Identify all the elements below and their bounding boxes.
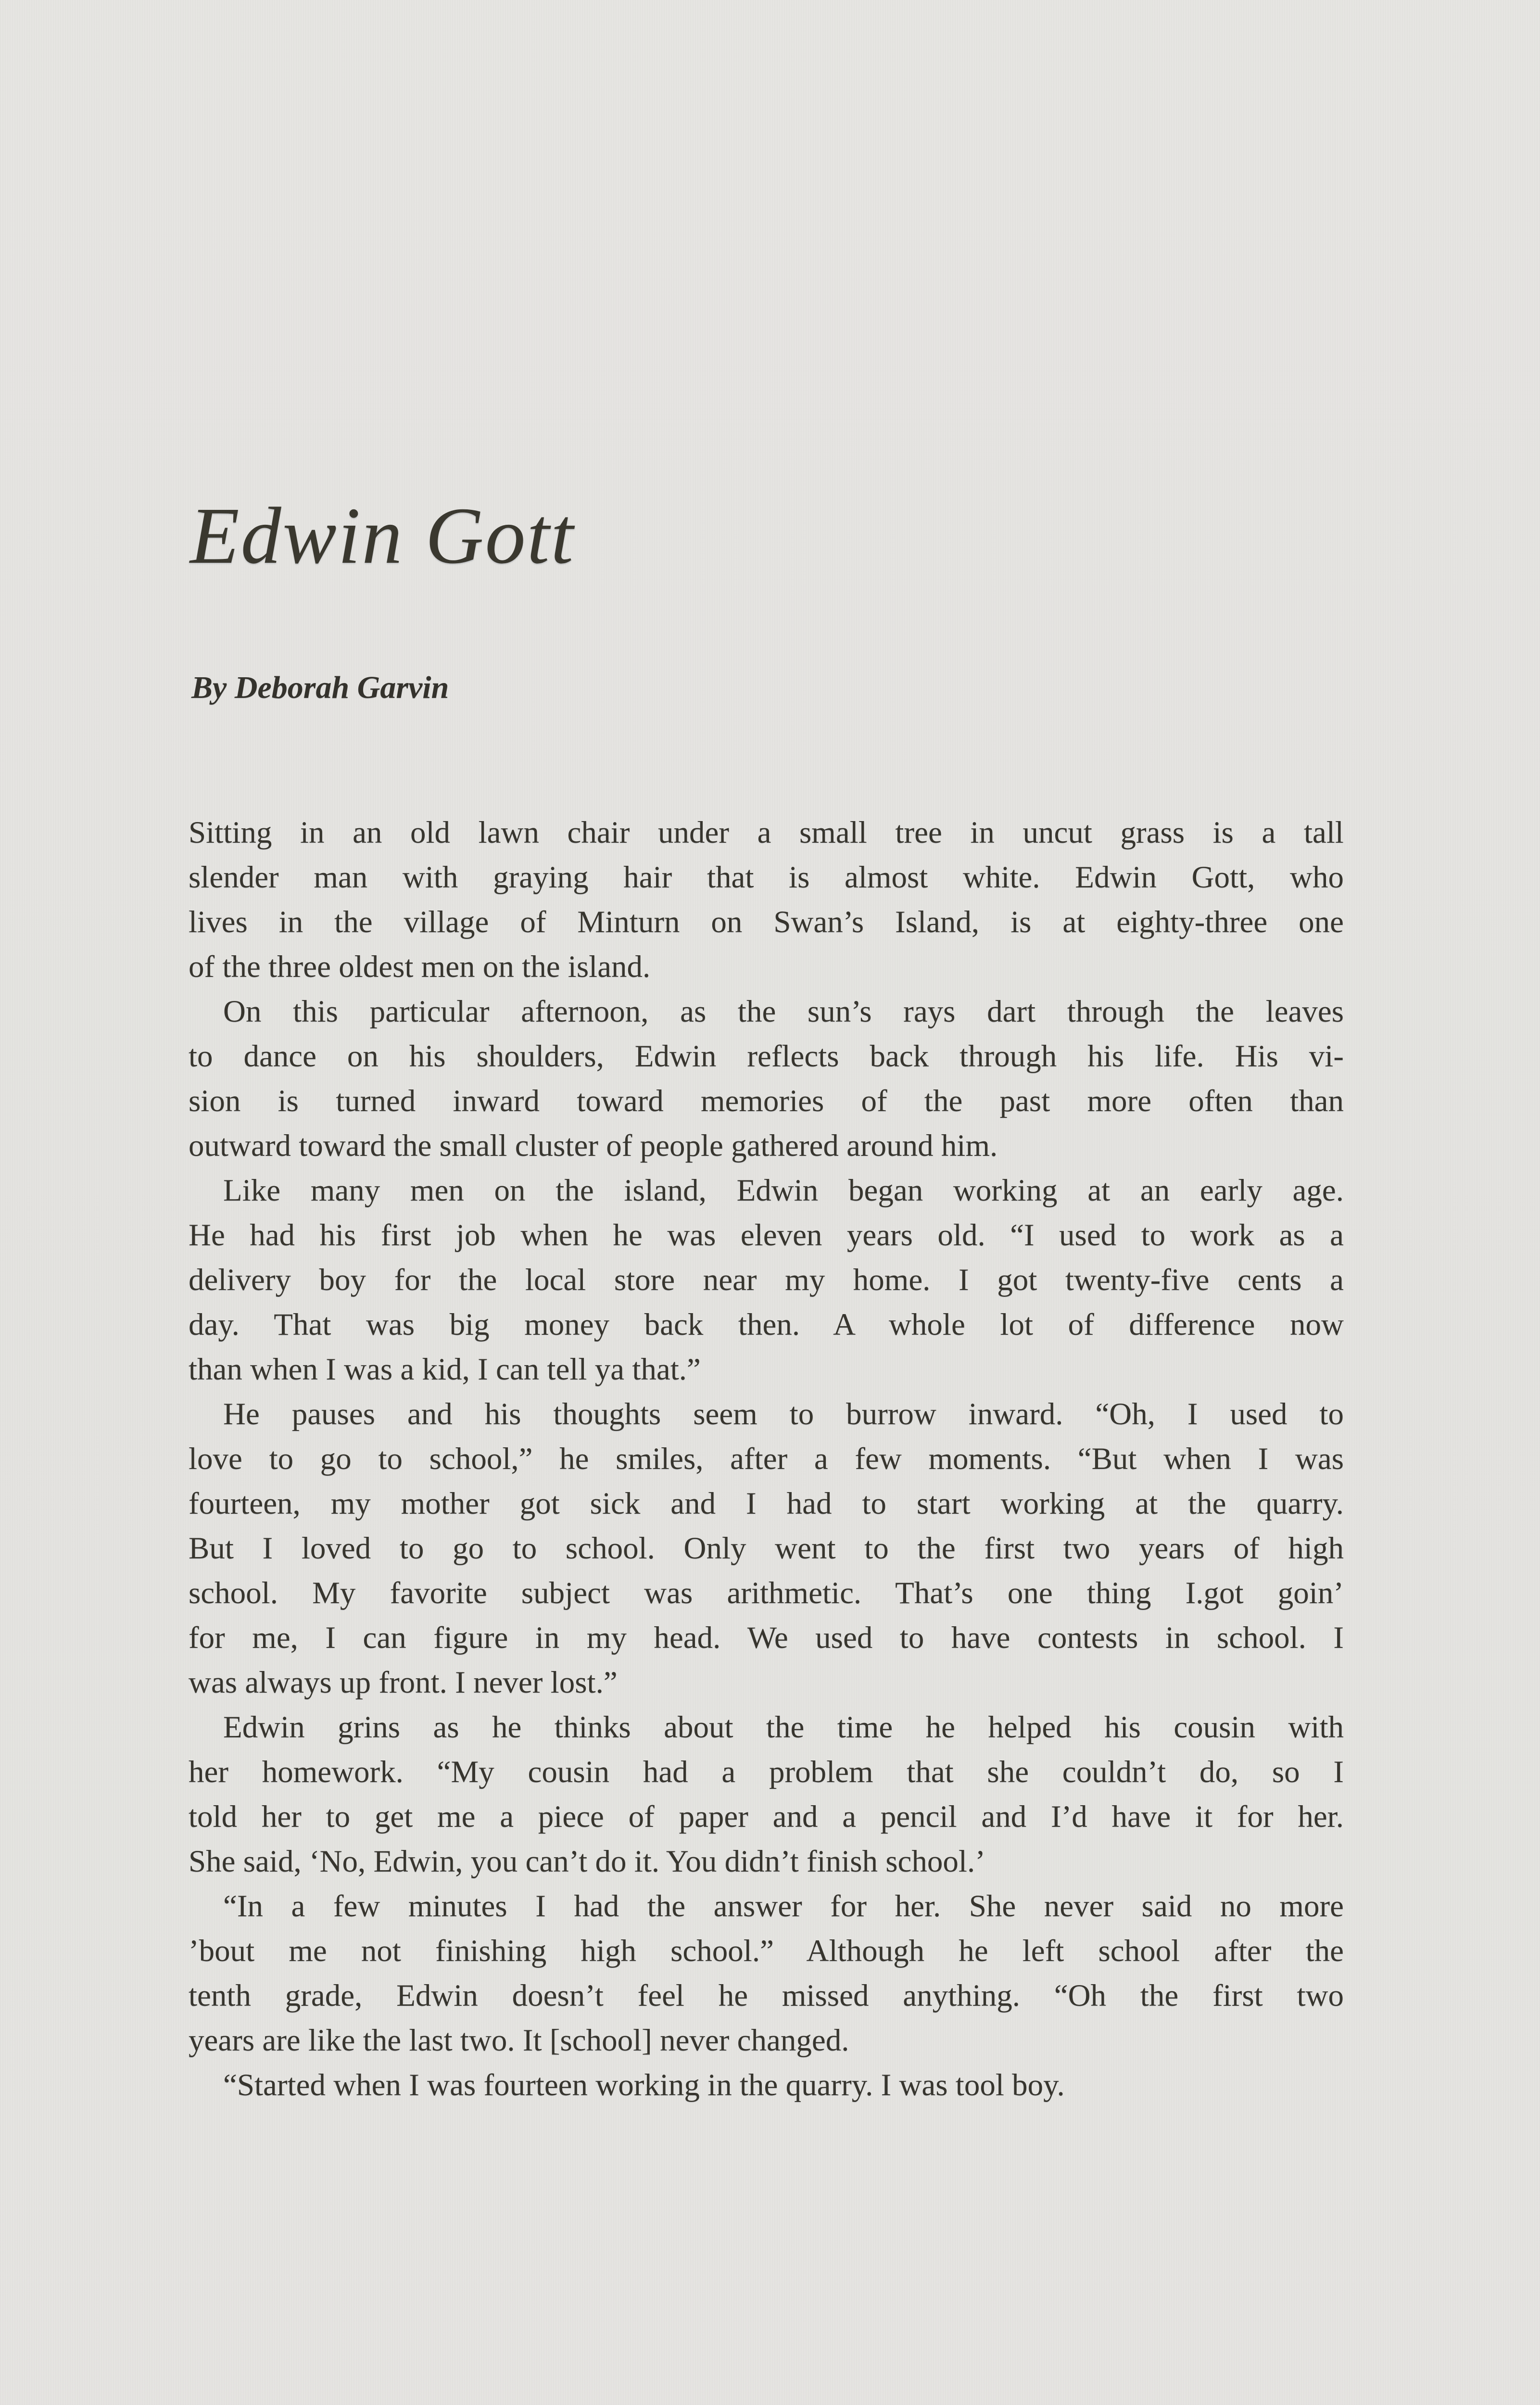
article-title: Edwin Gott [190,491,575,581]
text-line: her homework. “My cousin had a problem that she couldn’t do, so I [189,1755,1344,1789]
text-line: years are like the last two. It [school] never changed. [189,2023,849,2058]
text-line: for me, I can figure in my head. We used to have contests in school. I [189,1620,1344,1655]
text-line: Like many men on the island, Edwin began working at an early age. [223,1173,1344,1208]
text-line: fourteen, my mother got sick and I had to start working at the quarry. [189,1486,1344,1521]
paragraph-1 [189,810,1344,989]
text-line: lives in the village of Minturn on Swan’s Island, is at eighty-three one [189,905,1344,939]
text-line: He pauses and his thoughts seem to burrow inward. “Oh, I used to [223,1397,1344,1431]
text-line: tenth grade, Edwin doesn’t feel he missed anything. “Oh the first two [189,1978,1344,2013]
text-line: sion is turned inward toward memories of the past more often than [189,1084,1344,1118]
paragraph-3 [189,1168,1344,1392]
text-line: She said, ‘No, Edwin, you can’t do it. You didn’t finish school.’ [189,1844,985,1879]
article-body [189,810,1344,2108]
text-line: “In a few minutes I had the answer for her. She never said no more [223,1889,1344,1924]
text-line: told her to get me a piece of paper and a pencil and I’d have it for her. [189,1799,1344,1834]
paragraph-4 [189,1392,1344,1705]
text-line: of the three oldest men on the island. [189,949,651,984]
text-line: Edwin grins as he thinks about the time he helped his cousin with [223,1710,1344,1745]
paragraph-2 [189,989,1344,1168]
text-line: was always up front. I never lost.” [189,1665,618,1700]
text-line: to dance on his shoulders, Edwin reflects back through his life. His vi- [189,1039,1344,1074]
text-line: Sitting in an old lawn chair under a small tree in uncut grass is a tall [189,815,1344,850]
text-line: love to go to school,” he smiles, after a few moments. “But when I was [189,1442,1344,1476]
paragraph-7 [189,2063,1344,2108]
text-line: On this particular afternoon, as the sun’s rays dart through the leaves [223,994,1344,1029]
text-line: than when I was a kid, I can tell ya that.” [189,1352,701,1387]
text-line: He had his first job when he was eleven years old. “I used to work as a [189,1218,1344,1253]
text-line: “Started when I was fourteen working in the quarry. I was tool boy. [223,2068,1065,2102]
text-line: delivery boy for the local store near my home. I got twenty-five cents a [189,1263,1344,1297]
text-line: day. That was big money back then. A whole lot of difference now [189,1307,1344,1342]
text-line: outward toward the small cluster of people gathered around him. [189,1128,998,1163]
text-line: ’bout me not finishing high school.” Although he left school after the [189,1934,1344,1968]
paragraph-5 [189,1705,1344,1884]
text-line: But I loved to go to school. Only went to the first two years of high [189,1531,1344,1566]
paragraph-6 [189,1884,1344,2063]
text-line: school. My favorite subject was arithmetic. That’s one thing I.got goin’ [189,1576,1344,1610]
text-line: slender man with graying hair that is almost white. Edwin Gott, who [189,860,1344,895]
article-byline: By Deborah Garvin [191,670,449,705]
